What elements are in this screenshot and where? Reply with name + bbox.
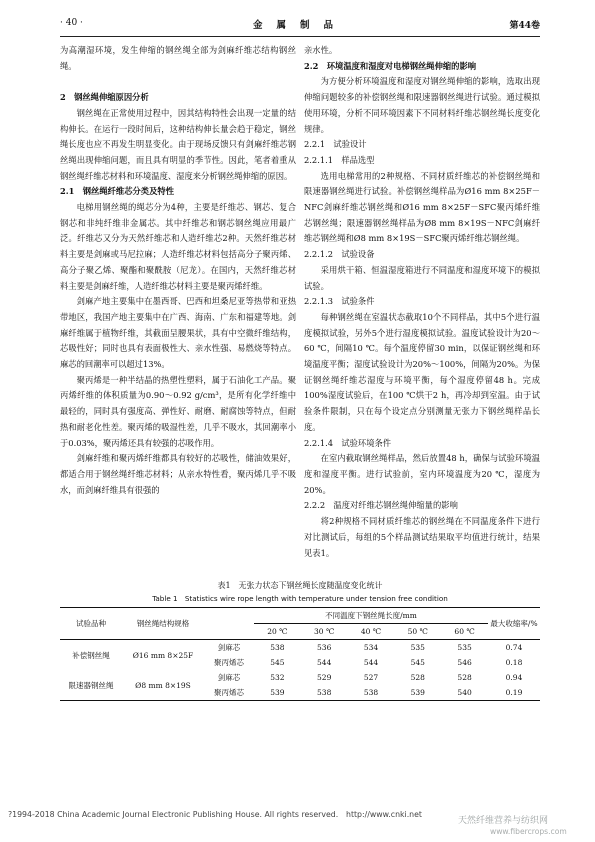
copyright-line: ?1994-2018 China Academic Journal Electronic Publishing House. All rights reserved. http://www.cnki.net bbox=[8, 810, 422, 819]
table-cell: 545 bbox=[270, 658, 285, 667]
table-caption-cn: 表1 无张力状态下钢丝绳长度随温度变化统计 bbox=[217, 581, 383, 590]
volume-number: 第44卷 bbox=[509, 21, 540, 31]
table-cell-type: 补偿钢丝绳 bbox=[72, 650, 110, 660]
paragraph: 剑麻产地主要集中在墨西哥、巴西和坦桑尼亚等热带和亚热带地区，我国产地主要集中在广西、海南、广东和福建等地。剑麻纤维属于植物纤维，其截面呈腰果状，具有中空微纤维结构，芯吸性好；同时也具有表面极性大、亲水性强、易燃烧等特点。麻芯的回潮率可以超过13%。 bbox=[60, 296, 296, 370]
table-cell: 545 bbox=[410, 658, 425, 667]
table-header-temp: 40 ℃ bbox=[348, 624, 395, 640]
table-cell-core: 剑麻芯 bbox=[217, 673, 241, 682]
table-row bbox=[60, 670, 540, 685]
table-cell: 544 bbox=[363, 658, 379, 667]
data-table bbox=[60, 607, 540, 701]
paragraph: 每种钢丝绳在室温状态截取10个不同样品，其中5个进行温度模拟试验，另外5个进行湿度模拟试验。温度试验设计为20～60 ℃，间隔10 ℃。每个温度停留30 min，以保证钢丝绳和环境温度平衡；湿度试验设计为20%～100%，间隔为20%。为保证钢丝绳纤维芯湿度与环境平衡，每个湿度停留48 h。完成100%湿度试验后，在100 ℃烘干2 h，再冷却到室温。由于试验条件限制，只在每个设定点分别测量无张力下钢丝绳样品长度。 bbox=[304, 311, 540, 432]
left-column bbox=[60, 43, 296, 498]
section-heading: 2 钢丝绳伸缩原因分析 bbox=[60, 92, 149, 103]
table-cell-spec: Ø16 mm 8×25F bbox=[132, 650, 194, 660]
paragraph: 在室内截取钢丝绳样品，然后放置48 h，确保与试验环境温度和湿度平衡。进行试验前，室内环境温度为20 ℃，湿度为20%。 bbox=[304, 453, 540, 495]
paragraph: 为高潮湿环境，发生伸缩的钢丝绳全部为剑麻纤维芯结构钢丝绳。 bbox=[60, 45, 296, 71]
watermark-text: 天然纤维营养与纺织网 bbox=[458, 816, 549, 826]
table-cell: 539 bbox=[410, 688, 425, 697]
table-cell-rate: 0.19 bbox=[505, 688, 523, 697]
subsection-heading: 2.2.1.4 试验环境条件 bbox=[304, 437, 392, 448]
table-cell-type: 限速器钢丝绳 bbox=[60, 670, 122, 701]
table-header-rate: 最大收缩率/% bbox=[488, 608, 540, 640]
table-cell: 538 bbox=[317, 688, 332, 697]
table-header-temp: 20 ℃ bbox=[254, 624, 301, 640]
paragraph: 采用烘干箱、恒温湿度箱进行不同温度和湿度环境下的模拟试验。 bbox=[304, 264, 540, 291]
table-cell-spec: Ø8 mm 8×19S bbox=[122, 670, 204, 701]
table-cell-rate: 0.18 bbox=[505, 658, 523, 667]
section-heading: 2.2 环境温度和湿度对电梯钢丝绳伸缩的影响 bbox=[304, 60, 477, 71]
table-cell: 535 bbox=[457, 643, 472, 652]
table-cell: 544 bbox=[317, 658, 332, 667]
paragraph: 为方便分析环境温度和湿度对钢丝绳伸缩的影响，选取出现伸缩问题较多的补偿钢丝绳和限速器钢丝绳进行试验。通过模拟使用环境，分析不同环境因素下不同材料纤维芯钢丝绳长度变化规律。 bbox=[304, 76, 540, 134]
table-cell-core: 聚丙烯芯 bbox=[214, 688, 244, 697]
table-header-type: 试验品种 bbox=[60, 608, 122, 640]
table-cell-rate: 0.94 bbox=[505, 673, 523, 682]
paragraph: 将2种规格不同材质纤维芯的钢丝绳在不同温度条件下进行对比测试后，每组的5个样品测试结果取平均值进行统计，结果见表1。 bbox=[304, 516, 540, 558]
table-cell: 532 bbox=[270, 673, 285, 682]
table-cell-rate: 0.74 bbox=[505, 643, 523, 652]
table-cell: 540 bbox=[457, 688, 472, 697]
table-cell: 528 bbox=[457, 673, 472, 682]
paragraph: 电梯用钢丝绳的绳芯分为4种，主要是纤维芯、钢芯、复合钢芯和非纯纤维非金属芯。其中纤维芯和钢芯钢丝绳应用最广泛。纤维芯又分为天然纤维芯和人造纤维芯2种。天然纤维芯材料主要是剑麻或马尼拉麻；人造纤维芯材料包括高分子聚丙烯、高分子聚乙烯、聚酯和聚酰胺（尼龙）。在国内，天然纤维芯材料主要是剑麻纤维，人造纤维芯材料主要是聚丙烯纤维。 bbox=[60, 202, 296, 291]
page-number: · 40 · bbox=[60, 18, 83, 28]
table-cell: 527 bbox=[363, 673, 379, 682]
table-cell: 535 bbox=[410, 643, 425, 652]
paragraph: 亲水性。 bbox=[304, 45, 338, 55]
table-cell-core: 剑麻芯 bbox=[217, 643, 241, 652]
journal-name: 金属制品 bbox=[252, 20, 347, 31]
table-header-spec: 钢丝绳结构规格 bbox=[122, 608, 204, 640]
table-cell: 529 bbox=[317, 673, 332, 682]
table-cell: 528 bbox=[410, 673, 425, 682]
table-header-temp: 60 ℃ bbox=[441, 624, 488, 640]
subsection-heading: 2.2.1.3 试验条件 bbox=[304, 296, 375, 307]
table-header-temp: 30 ℃ bbox=[301, 624, 348, 640]
watermark-url: www.fibercrops.com bbox=[490, 827, 567, 836]
table-cell: 546 bbox=[457, 658, 472, 667]
table-cell: 536 bbox=[317, 643, 332, 652]
table-cell: 534 bbox=[363, 643, 379, 652]
table-header-length: 不同温度下钢丝绳长度/mm bbox=[254, 608, 488, 624]
section-heading: 2.1 钢丝绳纤维芯分类及特性 bbox=[60, 186, 174, 197]
table-caption bbox=[60, 579, 540, 605]
paragraph: 选用电梯常用的2种规格、不同材质纤维芯的补偿钢丝绳和限速器钢丝绳进行试验。补偿钢丝绳样品为Ø16 mm 8×25F－NFC剑麻纤维芯钢丝绳和Ø16 mm 8×25F－SFC聚丙烯纤维芯钢丝绳；限速器钢丝绳样品为Ø8 mm 8×19S－NFC剑麻纤维芯钢丝绳和Ø8 mm 8×19S－SFC聚丙烯纤维芯钢丝绳。 bbox=[304, 170, 540, 244]
running-header bbox=[60, 12, 540, 37]
paragraph: 剑麻纤维和聚丙烯纤维都具有较好的芯吸性，储油效果好，都适合用于钢丝绳纤维芯材料；从亲水特性看，聚丙烯几乎不吸水，而剑麻纤维具有很强的 bbox=[60, 453, 296, 495]
table-caption-en: Table 1 Statistics wire rope length with temperature under tension free condition bbox=[152, 594, 448, 603]
table-row bbox=[60, 640, 540, 656]
table-cell: 538 bbox=[270, 643, 285, 652]
table-cell: 538 bbox=[363, 688, 379, 697]
right-column bbox=[304, 43, 540, 561]
subsection-heading: 2.2.1.1 样品选型 bbox=[304, 154, 375, 165]
table-cell-core: 聚丙烯芯 bbox=[214, 658, 244, 667]
subsection-heading: 2.2.1.2 试验设备 bbox=[304, 249, 375, 260]
table-cell: 539 bbox=[270, 688, 285, 697]
paragraph: 钢丝绳在正常使用过程中，因其结构特性会出现一定量的结构伸长。在运行一段时间后，这种结构伸长量会趋于稳定，钢丝绳长度也应不再发生明显变化。由于现场反馈只有剑麻纤维芯钢丝绳出现伸缩问题，而且具有明显的季节性。因此，笔者着重从钢丝绳纤维芯材料和环境温度、湿度来分析钢丝绳伸缩的原因。 bbox=[60, 107, 296, 181]
table-header-temp: 50 ℃ bbox=[394, 624, 441, 640]
paragraph: 聚丙烯是一种半结晶的热塑性塑料，属于石油化工产品。聚丙烯纤维的体积质量为0.90～0.92 g/cm³，是所有化学纤维中最轻的，同时具有强度高、弹性好、耐磨、耐腐蚀等特点，但耐热和耐老化性差。聚丙烯的吸湿性差，几乎不吸水，其回潮率小于0.03%，聚丙烯还具有较强的芯吸作用。 bbox=[60, 374, 296, 448]
subsection-heading: 2.2.1 试验设计 bbox=[304, 139, 367, 150]
subsection-heading: 2.2.2 温度对纤维芯钢丝绳伸缩量的影响 bbox=[304, 500, 458, 511]
